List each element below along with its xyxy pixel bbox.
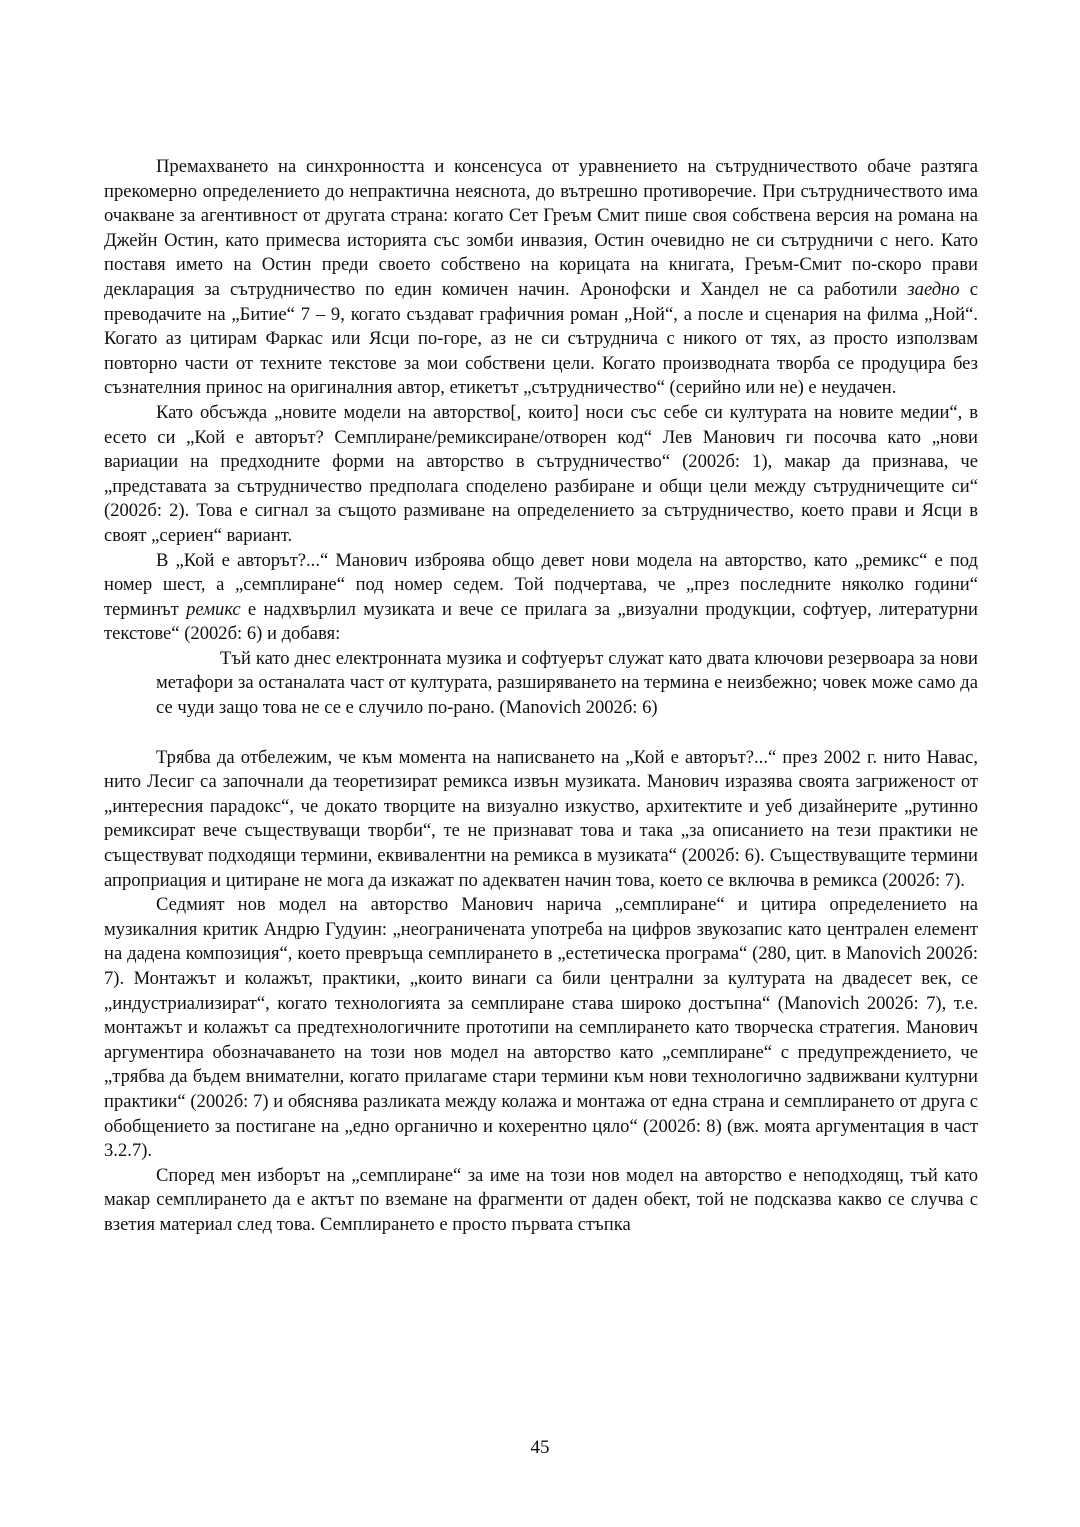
page-body xyxy=(104,155,978,1238)
emphasis-remix: ремикс xyxy=(186,598,241,620)
paragraph-6: Според мен изборът на „семплиране“ за име на този нов модел на авторство е неподходящ, тъй като макар семплирането да е актът по вземане на фрагменти от даден обект, той не подсказва какво се случва с взетия материал след това. Семплирането е просто първата стъпка xyxy=(104,1164,978,1235)
paragraph-4: Трябва да отбележим, че към момента на написването на „Кой е авторът?...“ през 2002 г. нито Навас, нито Лесиг са започнали да теоретизират ремикса извън музиката. Манович изразява своята загриженост от „интересния парадокс“, че докато творците на визуално изкуство, архитектите и уеб дизайнерите „рутинно ремиксират вече съществуващи творби“, те не признават това и така „за описанието на тези практики не съществуват подходящи термини, еквивалентни на ремикса в музиката“ (2002б: 6). Съществуващите термини апроприация и цитиране не мога да изкажат по адекватен начин това, което се включва в ремикса (2002б: 7). xyxy=(104,746,978,891)
spacer xyxy=(104,721,978,746)
paragraph-5: Седмият нов модел на авторство Манович нарича „семплиране“ и цитира определението на музикалния критик Андрю Гудуин: „неограничената употреба на цифров звукозапис като централен елемент на дадена композиция“, което превръща семплирането в „естетическа програма“ (280, цит. в Manovich 2002б: 7). Монтажът и колажът, практики, „които винаги са били централни за културата на двадесет век, се „индустриализират“, когато технологията за семплиране става широко достъпна“ (Manovich 2002б: 7), т.е. монтажът и колажът са предтехнологичните прототипи на семплирането като творческа стратегия. Манович аргументира обозначаването на този нов модел на авторство като „семплиране“ с предупреждението, че „трябва да бъдем внимателни, когато прилагаме стари термини към нови технологично задвижвани културни практики“ (2002б: 7) и обяснява разликата между колажа и монтажа от една страна и семплирането от друга с обобщението за постигане на „едно органично и кохерентно цяло“ (2002б: 8) (вж. моята аргументация в част 3.2.7). xyxy=(104,894,978,1162)
block-quote: Тъй като днес електронната музика и софтуерът служат като двата ключови резервоара за нови метафори за останалата част от културата, разширяването на термина е неизбежно; човек може само да се чуди защо това не се е случило по-рано. (Manovich 2002б: 6) xyxy=(156,647,978,719)
page-number: 45 xyxy=(530,1437,550,1458)
emphasis-together: заедно xyxy=(907,278,960,300)
paragraph-1: Премахването на синхронността и консенсуса от уравнението на сътрудничеството обаче разтяга прекомерно определението до непрактична неяснота, до вътрешно противоречие. При сътрудничеството има очакване за агентивност от другата страна: когато Сет Греъм Смит пише своя собствена версия на романа на Джейн Остин, като примесва историята със зомби инвазия, Остин очевидно не си сътрудничи с него. Като поставя името на Остин преди своето собствено на корицата на книгата, Греъм-Смит по-скоро прави декларация за сътрудничество по един комичен начин. Аронофски и Хандел не са работили заедно с преводачите на „Битие“ 7 – 9, когато създават графичния роман „Ной“, а после и сценария на филма „Ной“. Когато аз цитирам Фаркас или Ясци по-горе, аз не си сътруднича с никого от тях, аз просто използвам повторно части от техните текстове за мои собствени цели. Когато производната творба се продуцира без съзнателния принос на оригиналния автор, етикетът „сътрудничество“ (серийно или не) е неудачен. xyxy=(104,156,978,399)
paragraph-3: В „Кой е авторът?...“ Манович изброява общо девет нови модела на авторство, като „ремикс“ е под номер шест, а „семплиране“ под номер седем. Той подчертава, че „през последните няколко години“ терминът ремикс е надхвърлил музиката и вече се прилага за „визуални продукции, софтуер, литературни текстове“ (2002б: 6) и добавя: xyxy=(104,549,979,645)
paragraph-2: Като обсъжда „новите модели на авторство[, които] носи със себе си културата на новите медии“, в есето си „Кой е авторът? Семплиране/ремиксиране/отворен код“ Лев Манович ги посочва като „нови вариации на предходните форми на авторство в сътрудничество“ (2002б: 1), макар да признава, че „представата за сътрудничество предполага споделено разбиране и общи цели между сътрудничещите си“ (2002б: 2). Това е сигнал за същото размиване на определението за сътрудничество, което прави и Ясци в своят „сериен“ вариант. xyxy=(104,401,978,546)
